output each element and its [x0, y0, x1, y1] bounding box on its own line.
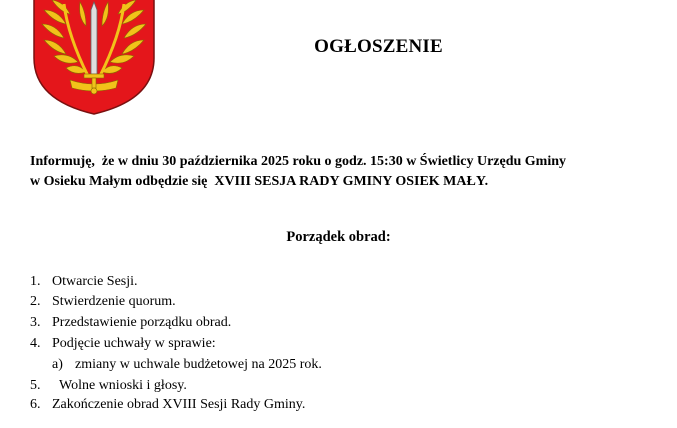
agenda-heading-text: Porządek obrad:	[286, 229, 391, 245]
list-item-text: Otwarcie Sesji.	[52, 274, 138, 289]
list-item-text: Zakończenie obrad XVIII Sesji Rady Gminy.	[52, 397, 306, 412]
list-item	[30, 376, 187, 396]
list-item-number: 6.	[30, 397, 41, 412]
list-item	[30, 272, 138, 292]
list-item-text: Stwierdzenie quorum.	[52, 294, 176, 309]
list-item-text: Podjęcie uchwały w sprawie:	[52, 336, 216, 351]
list-item-text: Wolne wnioski i głosy.	[59, 378, 187, 393]
announcement-line-2: w Osieku Małym odbędzie się XVIII SESJA RADY GMINY OSIEK MAŁY.	[30, 174, 489, 189]
list-item-number: 5.	[30, 378, 41, 393]
announcement-text	[30, 152, 650, 192]
announcement-line-1: Informuję, że w dniu 30 października 2025 roku o godz. 15:30 w Świetlicy Urzędu Gminy	[30, 154, 567, 169]
list-item-number: a)	[52, 357, 63, 372]
list-item-number: 3.	[30, 315, 41, 330]
page-title: OGŁOSZENIE	[314, 36, 443, 57]
list-item	[30, 313, 231, 333]
list-item	[30, 292, 176, 312]
agenda-heading	[0, 229, 677, 246]
list-item	[30, 334, 216, 354]
list-subitem	[52, 355, 322, 375]
list-item-number: 4.	[30, 336, 41, 351]
list-item-number: 2.	[30, 294, 41, 309]
coat-of-arms-icon	[30, 0, 158, 116]
list-item-text: zmiany w uchwale budżetowej na 2025 rok.	[75, 357, 322, 372]
list-item-text: Przedstawienie porządku obrad.	[52, 315, 232, 330]
list-item-number: 1.	[30, 274, 41, 289]
list-item	[30, 395, 305, 415]
